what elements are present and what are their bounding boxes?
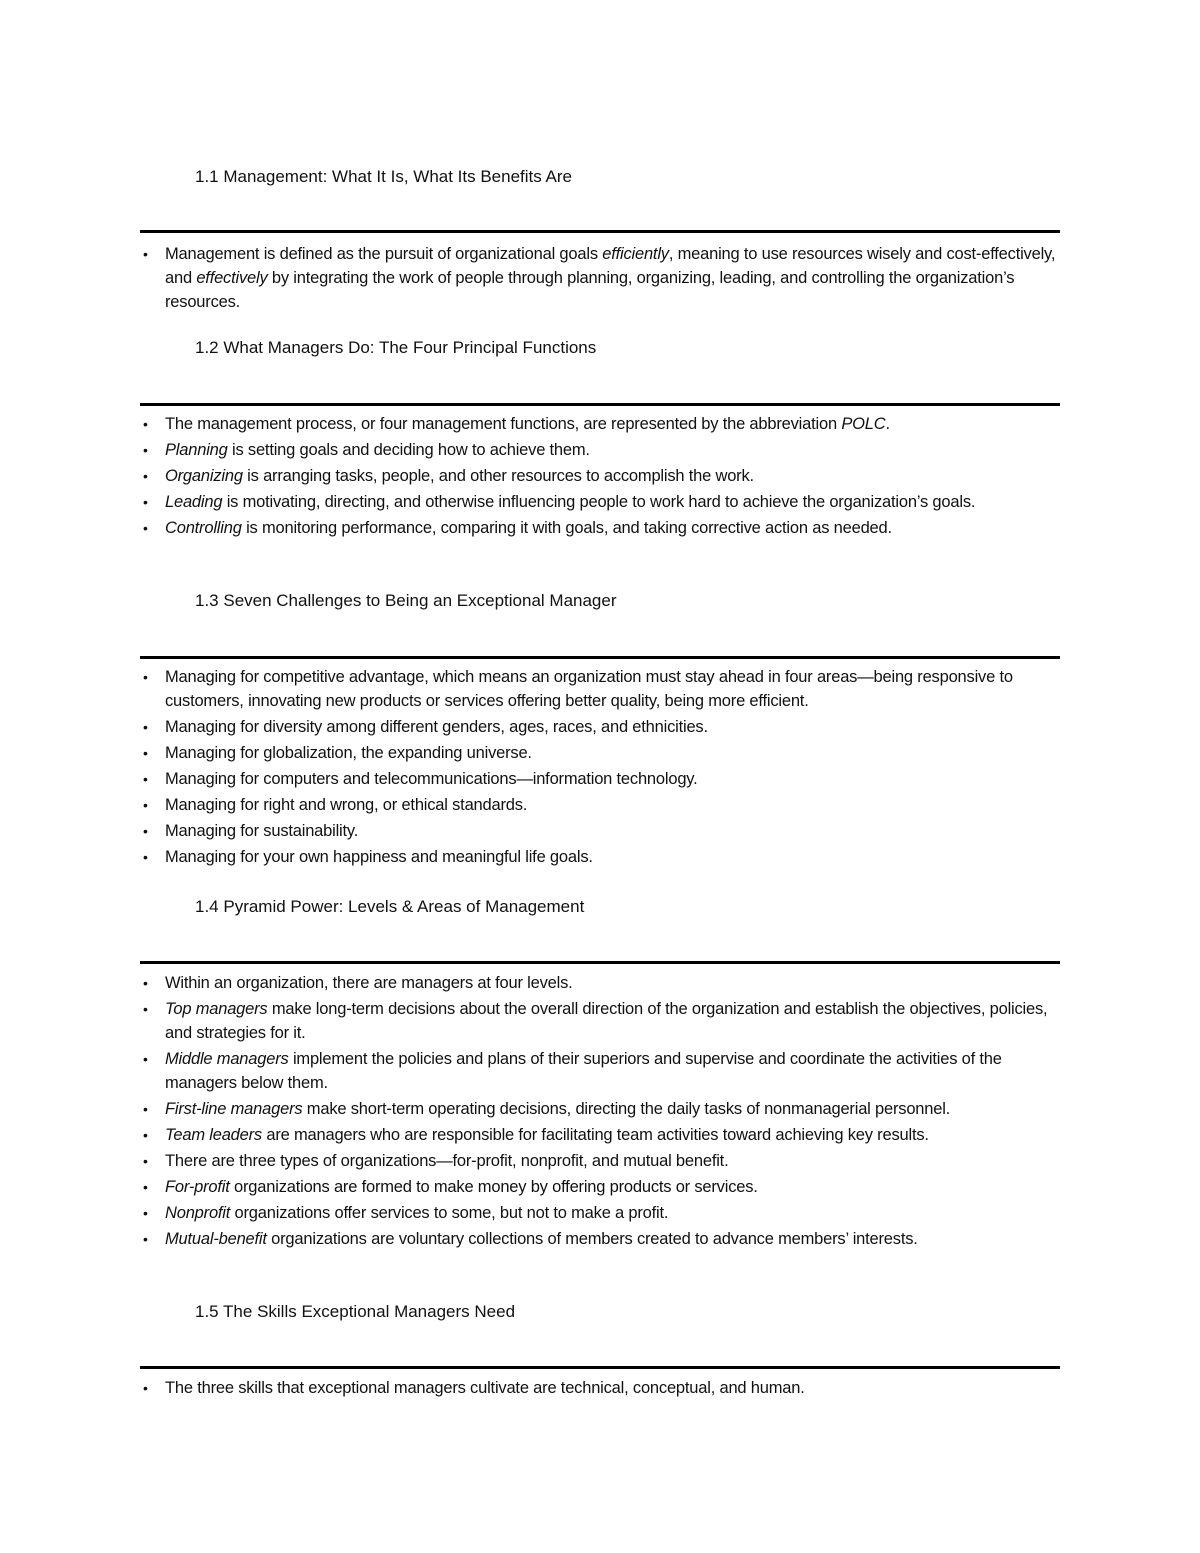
bullet-item [0, 971, 1060, 995]
italic-term: Top managers [165, 1000, 268, 1018]
bullet-text: organizations are formed to make money by offering products or services. [229, 1178, 758, 1196]
bullet-item [0, 1227, 1060, 1251]
italic-term: efficiently [602, 245, 669, 263]
section-divider [140, 656, 1060, 659]
bullet-text: are managers who are responsible for facilitating team activities toward achieving key results. [261, 1126, 929, 1144]
bullet-icon: • [143, 1001, 148, 1017]
bullet-item [0, 490, 1060, 514]
italic-term: Organizing [165, 467, 243, 485]
bullet-icon: • [143, 1380, 148, 1396]
italic-term: Controlling [165, 519, 242, 537]
italic-term: Mutual-benefit [165, 1230, 267, 1248]
italic-term: POLC [841, 415, 886, 433]
bullet-icon: • [143, 797, 148, 813]
bullet-list [0, 242, 1060, 316]
italic-term: Planning [165, 441, 228, 459]
bullet-text: Managing for sustainability. [165, 822, 359, 840]
italic-term: First-line managers [165, 1100, 303, 1118]
italic-term: Team leaders [165, 1126, 262, 1144]
section-divider [140, 1366, 1060, 1369]
bullet-text: . [885, 415, 890, 433]
bullet-item [0, 516, 1060, 540]
bullet-icon: • [143, 246, 148, 262]
bullet-list [0, 971, 1060, 1253]
bullet-icon: • [143, 669, 148, 685]
bullet-item [0, 767, 1060, 791]
bullet-item [0, 1149, 1060, 1173]
bullet-item [0, 438, 1060, 462]
bullet-item [0, 793, 1060, 817]
bullet-text: organizations offer services to some, but not to make a profit. [230, 1204, 669, 1222]
bullet-text: , meaning to use resources wisely and cost-effectively, and [165, 245, 1056, 287]
bullet-icon: • [143, 823, 148, 839]
section-heading: 1.3 Seven Challenges to Being an Exceptional Manager [195, 591, 617, 610]
bullet-item [0, 1097, 1060, 1121]
bullet-text: Management is defined as the pursuit of organizational goals [165, 245, 603, 263]
bullet-icon: • [143, 442, 148, 458]
bullet-text: is setting goals and deciding how to achieve them. [227, 441, 590, 459]
bullet-icon: • [143, 1101, 148, 1117]
bullet-icon: • [143, 719, 148, 735]
bullet-icon: • [143, 771, 148, 787]
section-heading: 1.5 The Skills Exceptional Managers Need [195, 1302, 516, 1321]
bullet-item [0, 412, 1060, 436]
italic-term: Nonprofit [165, 1204, 231, 1222]
bullet-item [0, 819, 1060, 843]
bullet-text: is monitoring performance, comparing it with goals, and taking corrective action as needed. [241, 519, 892, 537]
bullet-item [0, 1376, 1060, 1400]
section-divider [140, 230, 1060, 233]
bullet-icon: • [143, 468, 148, 484]
bullet-icon: • [143, 849, 148, 865]
bullet-icon: • [143, 1153, 148, 1169]
bullet-text: The management process, or four management functions, are represented by the abbreviation [165, 415, 842, 433]
bullet-list [0, 412, 1060, 542]
bullet-item [0, 1201, 1060, 1225]
bullet-item [0, 1047, 1060, 1095]
bullet-item [0, 665, 1060, 713]
section-heading: 1.4 Pyramid Power: Levels & Areas of Management [195, 897, 585, 916]
bullet-text: organizations are voluntary collections of members created to advance members’ interests. [266, 1230, 918, 1248]
bullet-text: Managing for your own happiness and meaningful life goals. [165, 848, 593, 866]
bullet-text: Managing for globalization, the expanding universe. [165, 744, 532, 762]
bullet-text: Managing for computers and telecommunications—information technology. [165, 770, 698, 788]
bullet-item [0, 1175, 1060, 1199]
bullet-icon: • [143, 1179, 148, 1195]
bullet-text: Managing for competitive advantage, which means an organization must stay ahead in four areas—being responsive to customers, innovating new products or services offering better quality, being more efficient. [165, 668, 1013, 710]
section-divider [140, 961, 1060, 964]
bullet-icon: • [143, 745, 148, 761]
bullet-item [0, 464, 1060, 488]
bullet-icon: • [143, 1127, 148, 1143]
bullet-text: implement the policies and plans of their superiors and supervise and coordinate the activities of the managers below them. [165, 1050, 1002, 1092]
bullet-item [0, 1123, 1060, 1147]
bullet-item [0, 242, 1060, 314]
bullet-text: make short-term operating decisions, directing the daily tasks of nonmanagerial personnel. [302, 1100, 951, 1118]
bullet-icon: • [143, 494, 148, 510]
italic-term: effectively [196, 269, 268, 287]
bullet-icon: • [143, 1051, 148, 1067]
bullet-text: make long-term decisions about the overall direction of the organization and establish the objectives, policies, and strategies for it. [165, 1000, 1048, 1042]
bullet-item [0, 741, 1060, 765]
bullet-icon: • [143, 1205, 148, 1221]
bullet-item [0, 997, 1060, 1045]
italic-term: For-profit [165, 1178, 230, 1196]
bullet-icon: • [143, 520, 148, 536]
section-heading: 1.2 What Managers Do: The Four Principal Functions [195, 338, 597, 357]
section-divider [140, 403, 1060, 406]
bullet-text: Managing for right and wrong, or ethical standards. [165, 796, 528, 814]
bullet-text: The three skills that exceptional managers cultivate are technical, conceptual, and human. [165, 1379, 805, 1397]
bullet-text: Within an organization, there are managers at four levels. [165, 974, 573, 992]
bullet-icon: • [143, 1231, 148, 1247]
bullet-text: is arranging tasks, people, and other resources to accomplish the work. [242, 467, 754, 485]
bullet-list [0, 665, 1060, 871]
bullet-text: by integrating the work of people through planning, organizing, leading, and controlling the organization’s resources. [165, 269, 1015, 311]
bullet-text: Managing for diversity among different genders, ages, races, and ethnicities. [165, 718, 708, 736]
italic-term: Middle managers [165, 1050, 289, 1068]
bullet-icon: • [143, 416, 148, 432]
bullet-text: There are three types of organizations—for-profit, nonprofit, and mutual benefit. [165, 1152, 729, 1170]
bullet-list [0, 1376, 1060, 1402]
section-heading: 1.1 Management: What It Is, What Its Benefits Are [195, 167, 573, 186]
bullet-item [0, 715, 1060, 739]
bullet-icon: • [143, 975, 148, 991]
bullet-item [0, 845, 1060, 869]
italic-term: Leading [165, 493, 223, 511]
bullet-text: is motivating, directing, and otherwise influencing people to work hard to achieve the organization’s goals. [222, 493, 976, 511]
